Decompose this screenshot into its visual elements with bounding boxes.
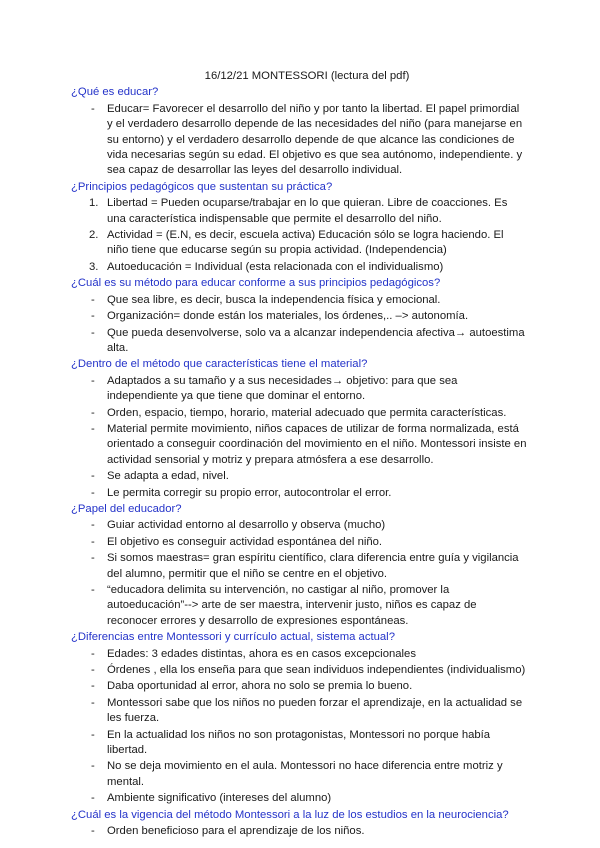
dash-bullet: - [91,647,95,660]
dash-bullet: - [91,406,95,419]
list-item: - Si somos maestras= gran espíritu científico, clara diferencia entre guía y vigilancia del alumno, permitir que el niño se centre en el objetivo. [91,552,519,580]
bullet-list [0,374,600,501]
section-que-es-educar [0,85,600,178]
section-question: ¿Cuál es la vigencia del método Montessori a la luz de los estudios en la neurociencia? [71,808,509,821]
bullet-list [0,518,600,629]
dash-bullet: - [91,664,95,677]
bullet-list [0,647,600,807]
section-papel-educador [0,502,600,629]
section-question: ¿Dentro de el método que características tiene el material? [71,358,368,371]
bullet-list [0,293,600,357]
dash-bullet: - [91,326,95,339]
dash-bullet: - [91,374,95,387]
dash-bullet: - [91,584,95,596]
list-item: - Educar= Favorecer el desarrollo del niño y por tanto la libertad. El papel primordial y el verdadero desarrollo depende de las necesidades del niño (para manejarse en su entorno) y el verdadero desarrollo depende de que alcance las condiciones de vida necesarias según su edad. El objetivo es que sea autónomo, independiente. y sea capaz de desarrollar las leyes del desarrollo individual. [91,102,523,177]
section-vigencia-neurociencia [0,808,600,840]
list-item: - Que sea libre, es decir, busca la independencia física y emocional. [0,293,600,308]
section-principios-pedagogicos [0,180,600,275]
list-item: - En la actualidad los niños no son protagonistas, Montessori no porque había libertad. [91,728,491,757]
section-question: ¿Qué es educar? [71,86,159,99]
dash-bullet: - [91,792,95,805]
section-caracteristicas-material [0,357,600,501]
list-item: 3. Autoeducación = Individual (esta relacionada con el individualismo) [0,260,600,275]
list-item: - Adaptados a su tamaño y a sus necesidades→ objetivo: para que sea independiente ya que tiene que dominar el entorno. [91,374,458,403]
dash-bullet: - [91,102,95,115]
dash-bullet: - [91,760,95,773]
dash-bullet: - [91,696,95,709]
dash-bullet: - [91,422,95,435]
list-item: - Orden beneficioso para el aprendizaje de los niños. [0,824,600,839]
document-title: 16/12/21 MONTESSORI (lectura del pdf) [204,70,410,82]
list-number: 3. [89,260,99,273]
list-item: - Que pueda desenvolverse, solo va a alcanzar independencia afectiva→ autoestima alta. [91,326,525,354]
section-question: ¿Cuál es su método para educar conforme a sus principios pedagógicos? [71,277,441,290]
dash-bullet: - [91,728,95,741]
dash-bullet: - [91,680,95,693]
list-item: - “educadora delimita su intervención, no castigar al niño, promover la autoeducación”--> arte de ser maestra, intervenir justo, niños es capaz de reconocer errores y desarrollo de expresiones espontáneas. [91,584,477,627]
dash-bullet: - [91,310,95,323]
list-item: - Se adapta a edad, nivel. [0,469,600,484]
list-item: - Le permita corregir su propio error, autocontrolar el error. [0,486,600,501]
dash-bullet: - [91,519,95,532]
section-diferencias-curriculo [0,630,600,806]
list-item: - Edades: 3 edades distintas, ahora es en casos excepcionales [0,647,600,662]
document-page [0,69,600,841]
dash-bullet: - [91,825,95,838]
bullet-list [0,102,600,179]
list-item: - Organización= donde están los materiales, los órdenes,.. –> autonomía. [0,309,600,324]
dash-bullet: - [91,486,95,499]
list-item: - Material permite movimiento, niños capaces de utilizar de forma normalizada, está orientado a conseguir coordinación del movimiento en el niño. Montessori insiste en actividad sensorial y motriz y prepara atmósfera a ese desarrollo. [91,422,527,466]
list-item: - Montessori sabe que los niños no pueden forzar el aprendizaje, en la actualidad se les fuerza. [91,696,523,725]
numbered-list [0,196,600,275]
section-question: ¿Papel del educador? [71,502,182,515]
dash-bullet: - [91,535,95,548]
list-number: 2. [89,229,99,242]
list-item: - Daba oportunidad al error, ahora no solo se premia lo bueno. [0,679,600,694]
section-question: ¿Principios pedagógicos que sustentan su práctica? [71,180,333,193]
bullet-list [0,824,600,839]
list-item: - Ambiente significativo (intereses del alumno) [0,791,600,806]
list-item: 1. Libertad = Pueden ocuparse/trabajar en lo que quieran. Libre de coacciones. Es una característica indispensable que permite el desarrollo del niño. [89,197,508,225]
list-item: - No se deja movimiento en el aula. Montessori no hace diferencia entre motriz y mental. [91,760,503,788]
dash-bullet: - [91,552,95,565]
list-item: 2. Actividad = (E.N, es decir, escuela activa) Educación sólo se logra haciendo. El niño tiene que educarse según su propia actividad. (Independencia) [89,229,504,257]
list-item: - Guiar actividad entorno al desarrollo y observa (mucho) [0,518,600,533]
list-item: - Órdenes , ella los enseña para que sean individuos independientes (individualismo) [0,663,600,678]
dash-bullet: - [91,470,95,483]
list-number: 1. [89,197,99,210]
section-question: ¿Diferencias entre Montessori y currículo actual, sistema actual? [71,631,395,644]
dash-bullet: - [91,293,95,306]
list-item: - El objetivo es conseguir actividad espontánea del niño. [0,535,600,550]
list-item: - Orden, espacio, tiempo, horario, material adecuado que permita características. [0,406,600,421]
section-metodo-para-educar [0,276,600,356]
